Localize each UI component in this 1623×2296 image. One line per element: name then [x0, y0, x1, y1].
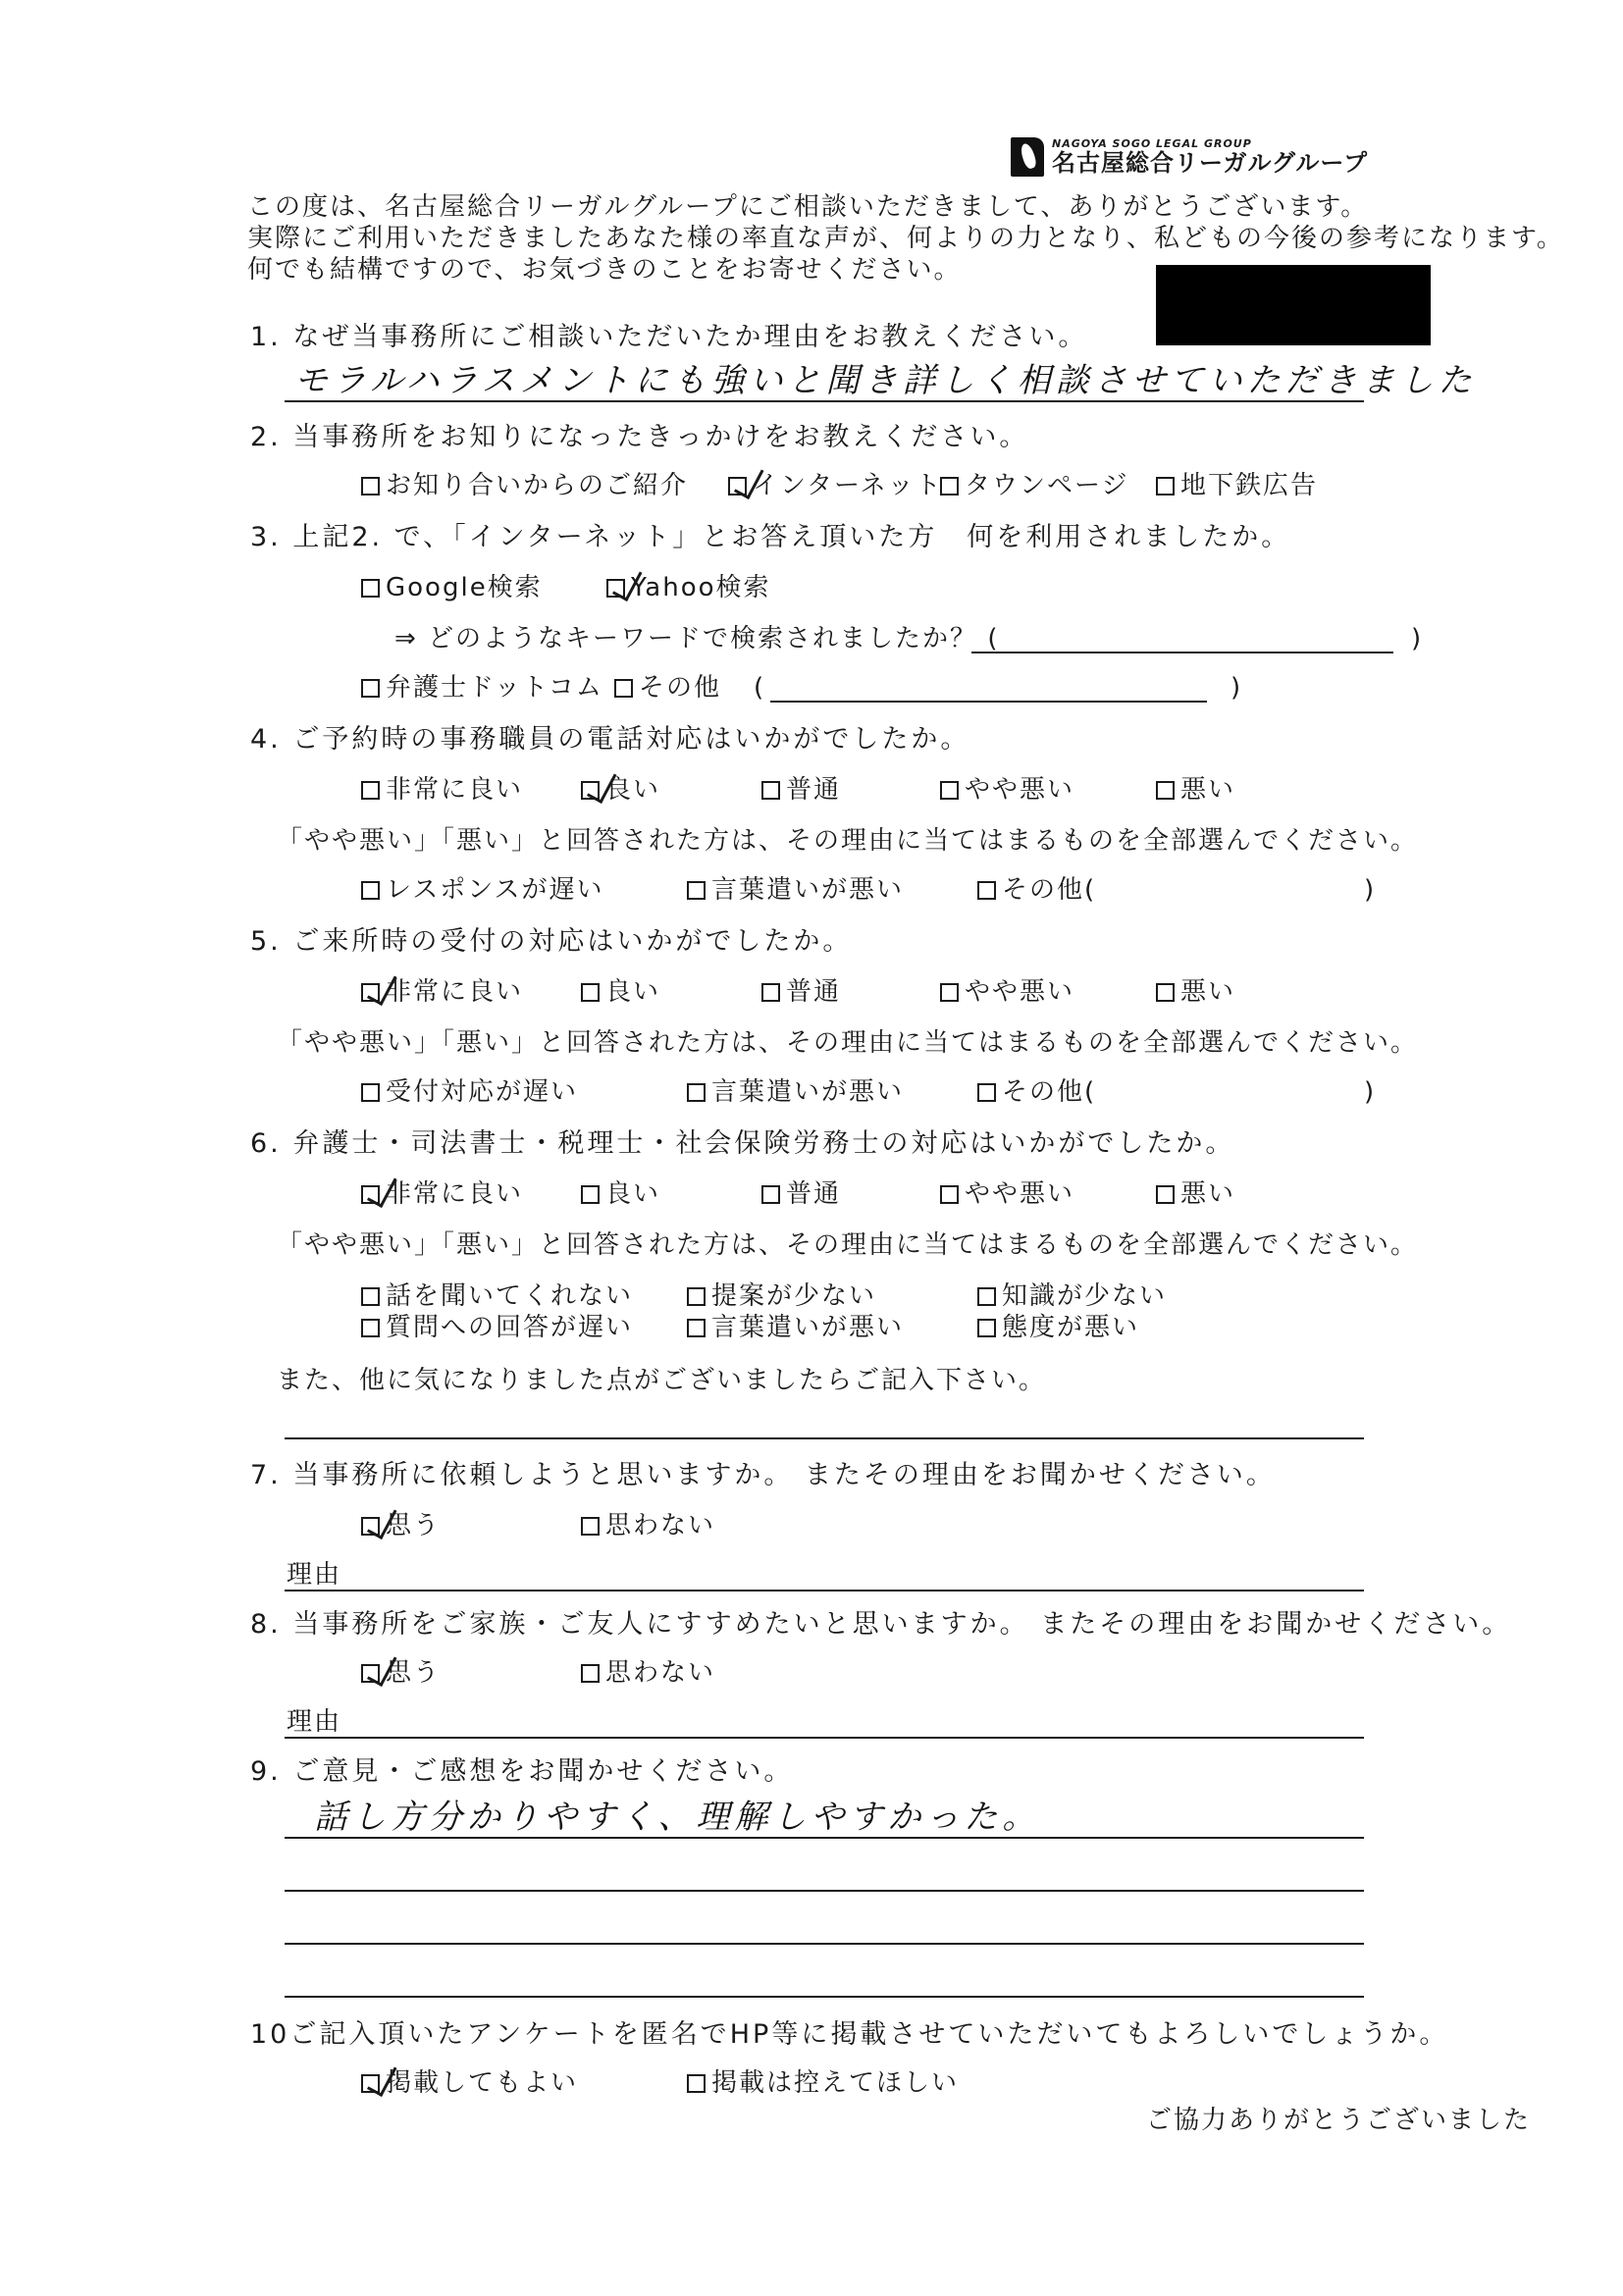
checkbox[interactable]	[940, 781, 959, 800]
q5-reason-bad-language[interactable]: 言葉遣いが悪い	[687, 1077, 904, 1107]
q5-option-somewhat-bad[interactable]: やや悪い	[940, 977, 1074, 1007]
q4-option-normal[interactable]: 普通	[761, 775, 841, 805]
q9-answer[interactable]: 話し方分かりやすく、理解しやすかった。	[314, 1798, 1041, 1837]
checkbox-checked[interactable]	[361, 983, 380, 1002]
q6-reason-bad-language[interactable]: 言葉遣いが悪い	[687, 1313, 904, 1342]
q7-reason-line[interactable]	[285, 1590, 1364, 1592]
checkbox[interactable]	[361, 1083, 380, 1102]
intro-line-1: この度は、名古屋総合リーガルグループにご相談いただきまして、ありがとうございます。	[247, 192, 1369, 222]
checkbox[interactable]	[761, 983, 780, 1002]
q4-label: 4. ご予約時の事務職員の電話対応はいかがでしたか。	[250, 724, 970, 755]
q4-option-good[interactable]: 良い	[581, 775, 660, 805]
q6-option-somewhat-bad[interactable]: やや悪い	[940, 1179, 1074, 1209]
q5-reason-slow-reception[interactable]: 受付対応が遅い	[361, 1077, 578, 1107]
q1-label: 1. なぜ当事務所にご相談いただいたか理由をお教えください。	[250, 322, 1088, 352]
q6-reason-slow-answers[interactable]: 質問への回答が遅い	[361, 1313, 633, 1342]
q6-reason-few-proposals[interactable]: 提案が少ない	[687, 1281, 876, 1311]
checkbox[interactable]	[687, 1287, 706, 1306]
q9-label: 9. ご意見・ご感想をお聞かせください。	[250, 1756, 794, 1787]
q9-answer-line-3[interactable]	[285, 1943, 1364, 1945]
q10-option-allow[interactable]: 掲載してもよい	[361, 2068, 578, 2098]
q6-option-normal[interactable]: 普通	[761, 1179, 841, 1209]
q6-other-line[interactable]	[285, 1437, 1364, 1439]
q9-answer-line-1[interactable]	[285, 1837, 1364, 1839]
q3-option-yahoo[interactable]: Yahoo検索	[606, 573, 771, 602]
checkbox[interactable]	[940, 983, 959, 1002]
q5-reason-paren-close: )	[1364, 1077, 1377, 1107]
q8-label: 8. 当事務所をご家族・ご友人にすすめたいと思いますか。 またその理由をお聞かせください。	[250, 1609, 1512, 1640]
q3-other-paren-open: (	[754, 673, 766, 703]
logo-english: NAGOYA SOGO LEGAL GROUP	[1052, 137, 1252, 150]
q4-option-somewhat-bad[interactable]: やや悪い	[940, 775, 1074, 805]
redaction-box	[1156, 265, 1431, 345]
checkbox[interactable]	[361, 579, 380, 598]
checkbox[interactable]	[361, 477, 380, 496]
checkbox[interactable]	[1156, 477, 1175, 496]
checkbox[interactable]	[687, 2074, 706, 2093]
q8-option-yes[interactable]: 思う	[361, 1658, 441, 1688]
checkbox-checked[interactable]	[581, 781, 600, 800]
q6-other-note: また、他に気になりました点がございましたらご記入下さい。	[277, 1366, 1047, 1395]
q7-reason-label: 理由	[287, 1560, 342, 1590]
q4-reason-slow-response[interactable]: レスポンスが遅い	[361, 875, 603, 905]
q6-followup: 「やや悪い」「悪い」と回答された方は、その理由に当てはまるものを全部選んでください。	[277, 1230, 1419, 1260]
q4-reason-paren-close: )	[1364, 875, 1377, 905]
checkbox[interactable]	[1156, 781, 1175, 800]
q10-label: 10ご記入頂いたアンケートを匿名でHP等に掲載させていただいてもよろしいでしょうか。	[250, 2019, 1449, 2050]
checkbox[interactable]	[977, 1319, 996, 1337]
q5-option-normal[interactable]: 普通	[761, 977, 841, 1007]
q7-label: 7. 当事務所に依頼しようと思いますか。 またその理由をお聞かせください。	[250, 1460, 1276, 1490]
q5-option-very-good[interactable]: 非常に良い	[361, 977, 523, 1007]
logo	[1011, 137, 1368, 177]
q5-reason-other[interactable]: その他(	[977, 1077, 1096, 1107]
intro-line-3: 何でも結構ですので、お気づきのことをお寄せください。	[247, 255, 962, 285]
q8-reason-label: 理由	[287, 1707, 342, 1737]
checkbox[interactable]	[361, 1287, 380, 1306]
q4-reason-bad-language[interactable]: 言葉遣いが悪い	[687, 875, 904, 905]
q3-keyword-paren-close: )	[1411, 624, 1424, 653]
q2-label: 2. 当事務所をお知りになったきっかけをお教えください。	[250, 422, 1029, 452]
q2-option-townpage[interactable]: タウンページ	[940, 471, 1128, 500]
checkbox-checked[interactable]	[606, 579, 625, 598]
checkbox[interactable]	[581, 1185, 600, 1204]
checkbox[interactable]	[687, 881, 706, 900]
q6-reason-bad-attitude[interactable]: 態度が悪い	[977, 1313, 1139, 1342]
q3-keyword-prompt: ⇒ どのようなキーワードで検索されましたか？ (	[394, 624, 1000, 653]
checkbox[interactable]	[581, 983, 600, 1002]
q2-option-subway-ad[interactable]: 地下鉄広告	[1156, 471, 1318, 500]
checkbox[interactable]	[361, 1319, 380, 1337]
q4-reason-other[interactable]: その他(	[977, 875, 1096, 905]
checkbox-checked[interactable]	[361, 1664, 380, 1683]
checkbox[interactable]	[761, 781, 780, 800]
q5-option-good[interactable]: 良い	[581, 977, 660, 1007]
checkbox[interactable]	[977, 1287, 996, 1306]
checkbox-checked[interactable]	[361, 1185, 380, 1204]
q8-reason-line[interactable]	[285, 1737, 1364, 1739]
footer-thanks: ご協力ありがとうございました	[1146, 2106, 1532, 2135]
q3-option-bengoshi-dotcom[interactable]: 弁護士ドットコム	[361, 673, 603, 703]
q6-option-bad[interactable]: 悪い	[1156, 1179, 1235, 1209]
q5-label: 5. ご来所時の受付の対応はいかがでしたか。	[250, 926, 853, 957]
q6-reason-little-knowledge[interactable]: 知識が少ない	[977, 1281, 1167, 1311]
q4-followup: 「やや悪い」「悪い」と回答された方は、その理由に当てはまるものを全部選んでください。	[277, 826, 1419, 856]
q9-answer-line-4[interactable]	[285, 1996, 1364, 1998]
checkbox[interactable]	[1156, 983, 1175, 1002]
checkbox[interactable]	[1156, 1185, 1175, 1204]
checkbox[interactable]	[687, 1319, 706, 1337]
q5-option-bad[interactable]: 悪い	[1156, 977, 1235, 1007]
q3-keyword-line[interactable]	[971, 652, 1393, 653]
logo-japanese: 名古屋総合リーガルグループ	[1052, 149, 1369, 177]
logo-mark-icon	[1011, 137, 1044, 177]
q1-answer-line	[285, 400, 1364, 402]
q8-option-no[interactable]: 思わない	[581, 1658, 715, 1688]
checkbox[interactable]	[761, 1185, 780, 1204]
q3-other-line[interactable]	[770, 701, 1207, 703]
checkbox[interactable]	[940, 1185, 959, 1204]
q6-option-good[interactable]: 良い	[581, 1179, 660, 1209]
q6-label: 6. 弁護士・司法書士・税理士・社会保険労務士の対応はいかがでしたか。	[250, 1128, 1235, 1159]
q7-option-yes[interactable]: 思う	[361, 1511, 441, 1540]
q2-option-referral[interactable]: お知り合いからのご紹介	[361, 471, 688, 500]
checkbox[interactable]	[361, 679, 380, 698]
q5-followup: 「やや悪い」「悪い」と回答された方は、その理由に当てはまるものを全部選んでください。	[277, 1028, 1419, 1058]
q4-option-bad[interactable]: 悪い	[1156, 775, 1235, 805]
checkbox[interactable]	[977, 1083, 996, 1102]
q4-option-very-good[interactable]: 非常に良い	[361, 775, 523, 805]
q7-option-no[interactable]: 思わない	[581, 1511, 715, 1540]
checkbox[interactable]	[581, 1664, 600, 1683]
q1-answer[interactable]: モラルハラスメントにも強いと聞き詳しく相談させていただきました	[294, 361, 1477, 400]
checkbox[interactable]	[940, 477, 959, 496]
checkbox[interactable]	[361, 881, 380, 900]
intro-line-2: 実際にご利用いただきましたあなた様の率直な声が、何よりの力となり、私どもの今後の参考になります。	[247, 224, 1564, 253]
q3-other-paren-close: )	[1230, 673, 1243, 703]
q3-label: 3. 上記2. で、「インターネット」とお答え頂いた方 何を利用されましたか。	[250, 522, 1291, 552]
q2-option-internet[interactable]: インターネット	[728, 471, 943, 500]
q6-option-very-good[interactable]: 非常に良い	[361, 1179, 523, 1209]
q9-answer-line-2[interactable]	[285, 1890, 1364, 1892]
q6-reason-not-listening[interactable]: 話を聞いてくれない	[361, 1281, 633, 1311]
checkbox[interactable]	[581, 1517, 600, 1536]
checkbox-checked[interactable]	[361, 2074, 380, 2093]
q3-option-other[interactable]: その他	[614, 673, 721, 703]
q3-option-google[interactable]: Google検索	[361, 573, 543, 602]
checkbox-checked[interactable]	[361, 1517, 380, 1536]
checkbox[interactable]	[361, 781, 380, 800]
checkbox[interactable]	[977, 881, 996, 900]
checkbox-checked[interactable]	[728, 477, 747, 496]
checkbox[interactable]	[614, 679, 633, 698]
checkbox[interactable]	[687, 1083, 706, 1102]
q10-option-decline[interactable]: 掲載は控えてほしい	[687, 2068, 959, 2098]
